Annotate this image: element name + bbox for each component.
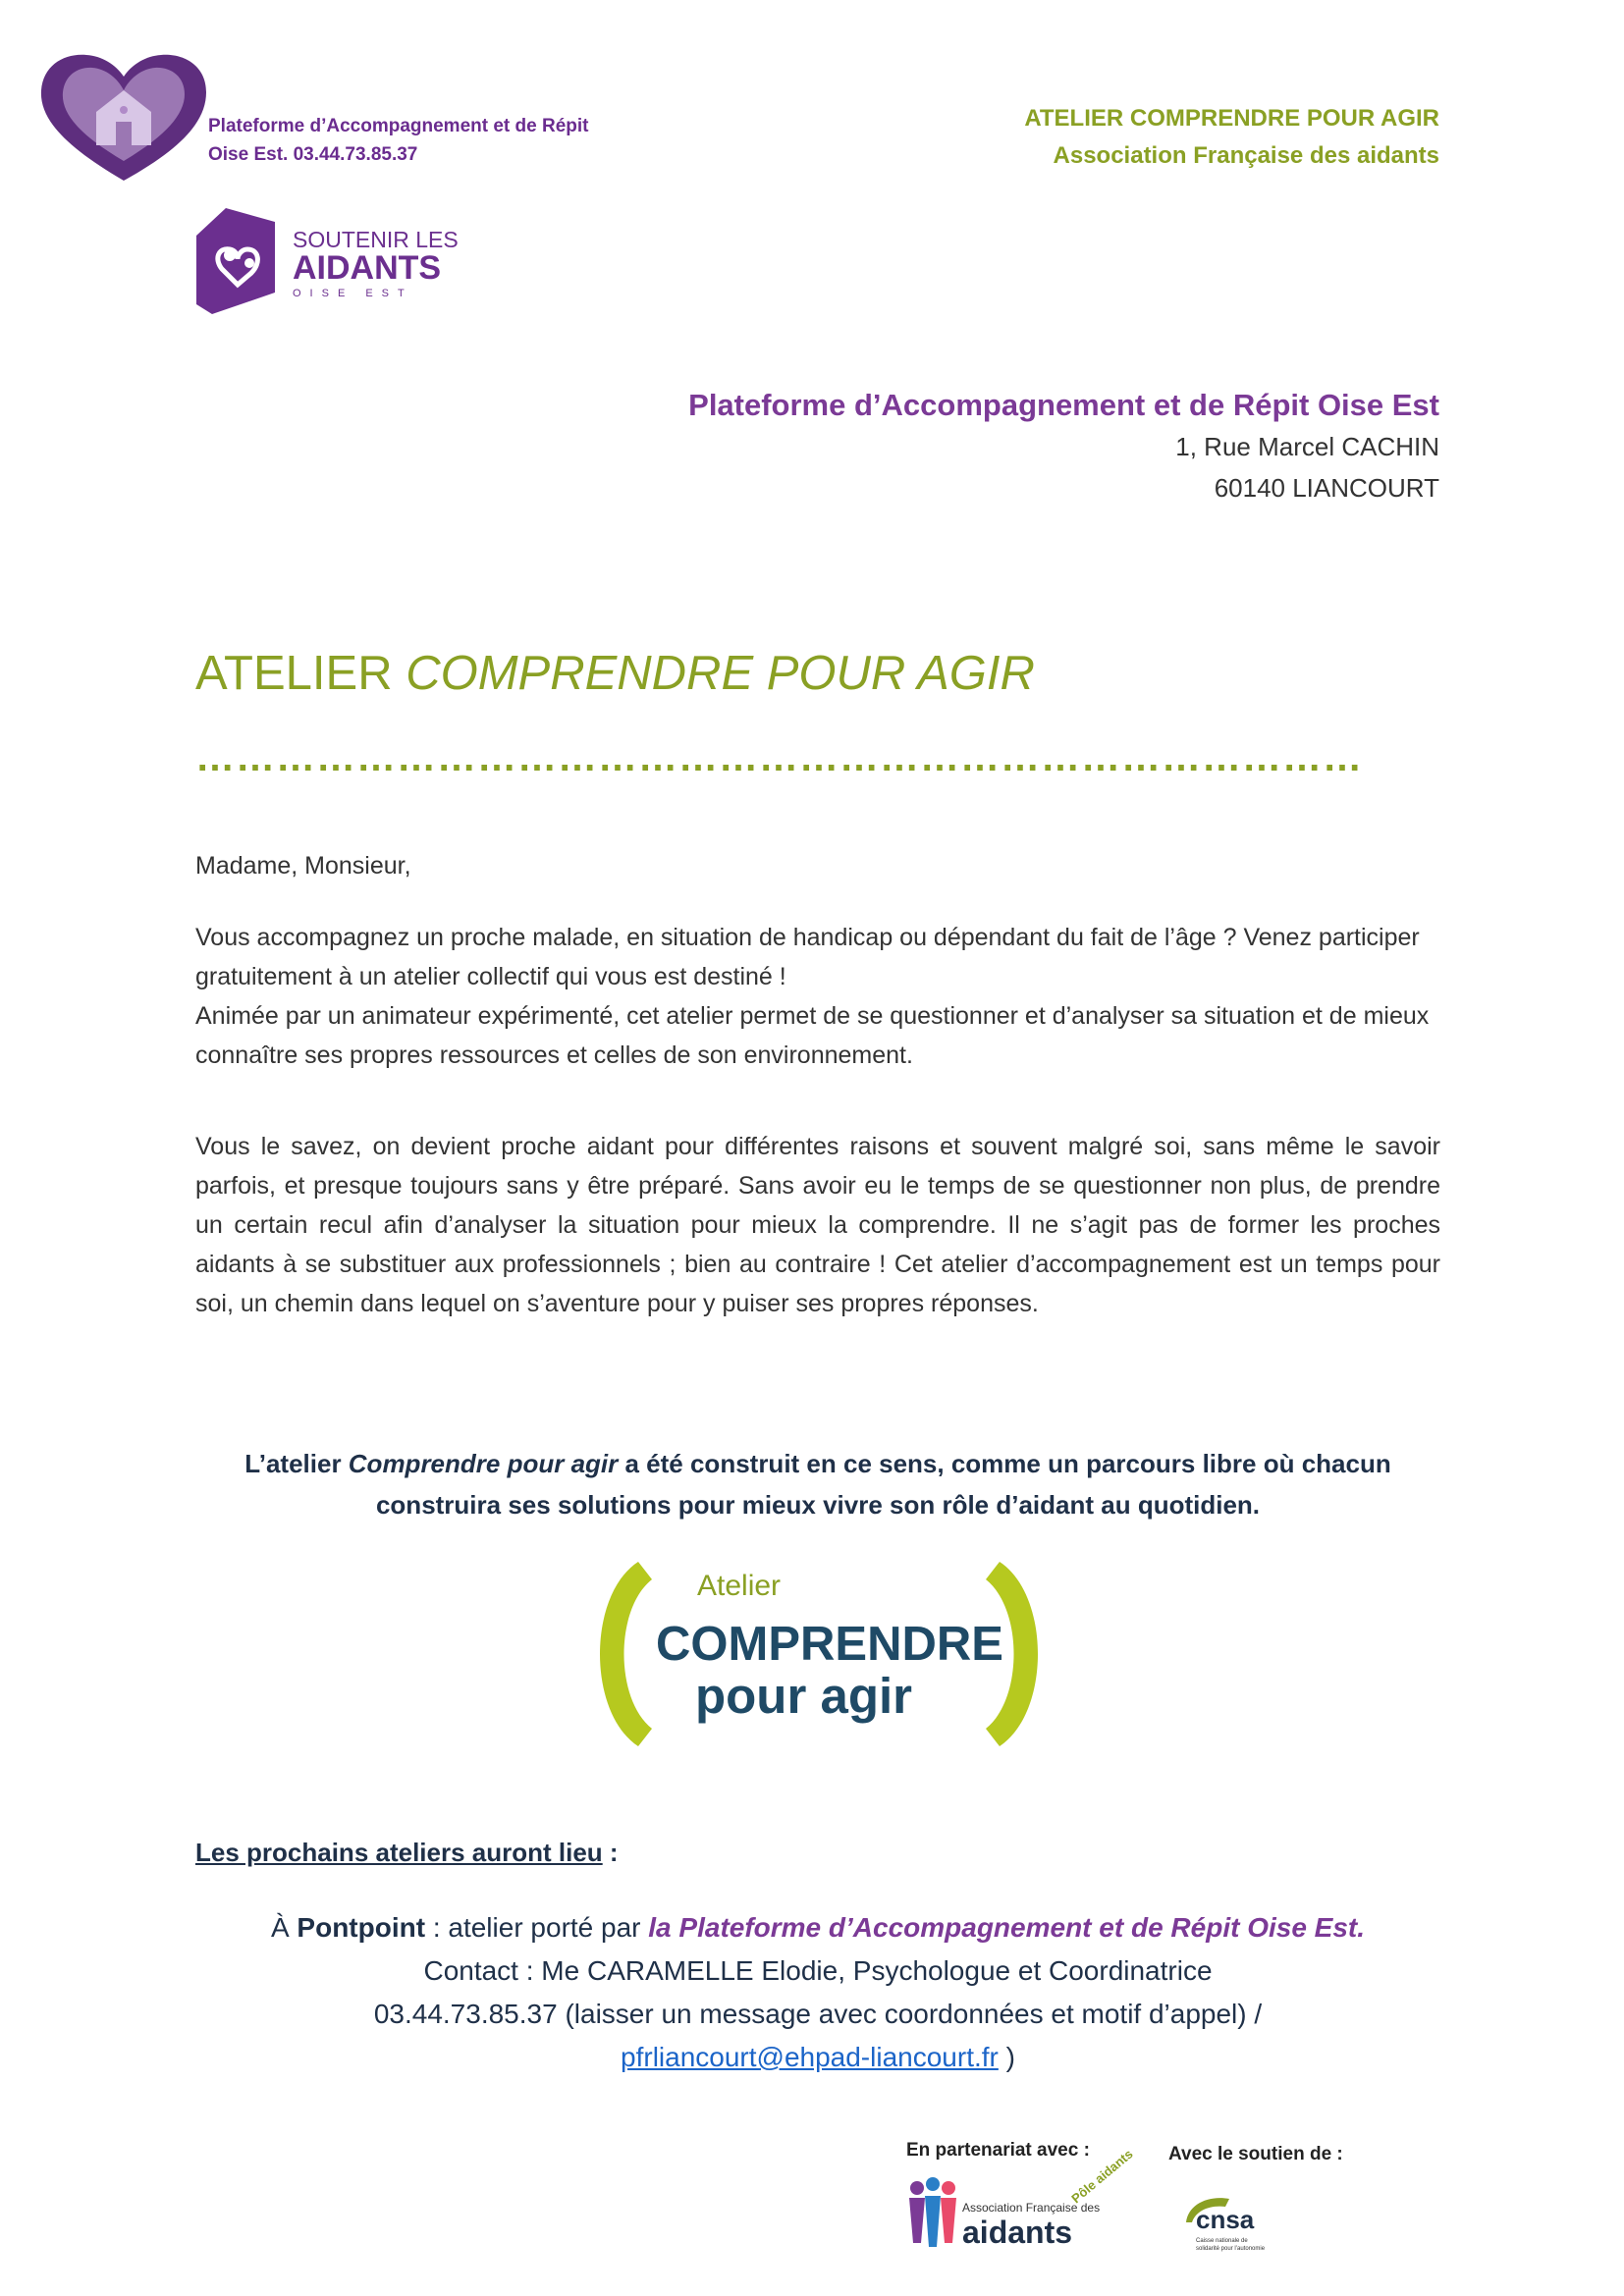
cpa-line-1: Atelier <box>697 1570 782 1602</box>
header-right-line-1: ATELIER COMPRENDRE POUR AGIR <box>1024 105 1439 132</box>
email-suffix: ) <box>998 2042 1015 2072</box>
support-label: Avec le soutien de : <box>1168 2144 1343 2164</box>
location-organizer: la Plateforme d’Accompagnement et de Répit Oise Est. <box>648 1912 1366 1943</box>
location-place: Pontpoint <box>297 1912 426 1943</box>
title-prefix: ATELIER <box>195 647 406 700</box>
email-link[interactable]: pfrliancourt@ehpad-liancourt.fr <box>621 2042 999 2072</box>
highlight-italic: Comprendre pour agir <box>348 1449 619 1478</box>
cnsa-sub-1: Caisse nationale de <box>1196 2238 1248 2244</box>
cnsa-logo <box>1178 2189 1276 2258</box>
body-paragraph: Vous le savez, on devient proche aidant pour différentes raisons et souvent malgré soi, sans même le savoir parfois, et presque toujours sans y être préparé. Sans avoir eu le temps de se questionner non plus, de prendre un certain recul afin d’analyser la situation pour mieux la comprendre. Il ne s’agit pas de former les proches aidants à se substituer aux professionnels ; bien au contraire ! Cet atelier d’accompagnement est un temps pour soi, un chemin dans lequel on s’aventure pour y puiser ses propres réponses. <box>195 1133 1440 1317</box>
location-prefix: À <box>270 1912 298 1943</box>
title-dotted-rule: …………………………………………………………………………… <box>195 736 1363 779</box>
intro-paragraph <box>195 918 1440 1075</box>
soutenir-aidants-logo <box>192 206 459 316</box>
tagline-line-1: Plateforme d’Accompagnement et de Répit <box>208 116 589 136</box>
location-block <box>195 1906 1440 2079</box>
comprendre-pour-agir-logo <box>587 1556 1051 1752</box>
platform-tagline <box>208 112 588 169</box>
phone-line: 03.44.73.85.37 (laisser un message avec coordonnées et motif d’appel) / <box>373 1999 1263 2029</box>
page-title <box>195 646 1035 701</box>
afa-small-text: Association Française des <box>962 2201 1101 2215</box>
cnsa-sub-2: solidarité pour l’autonomie <box>1196 2246 1266 2252</box>
soutenir-line-1: SOUTENIR LES <box>293 227 459 252</box>
next-heading-text: Les prochains ateliers auront lieu <box>195 1838 603 1867</box>
next-heading-suffix: : <box>602 1838 619 1867</box>
heart-house-logo <box>37 51 210 185</box>
intro-sentence-1: Vous accompagnez un proche malade, en situation de handicap ou dépendant du fait de l’âge ? Venez participer gratuitement à un atelier collectif qui vous est destiné ! <box>195 924 1420 990</box>
soutenir-line-2: AIDANTS <box>293 249 442 287</box>
afa-arc-text: Pôle aidants <box>1068 2146 1136 2207</box>
address-city: 60140 LIANCOURT <box>1214 473 1439 503</box>
cpa-line-3: pour agir <box>695 1668 913 1724</box>
salutation: Madame, Monsieur, <box>195 852 411 880</box>
address-block <box>688 385 1439 508</box>
address-street: 1, Rue Marcel CACHIN <box>1175 432 1439 461</box>
tagline-line-2: Oise Est. 03.44.73.85.37 <box>208 144 418 165</box>
highlight-prefix: L’atelier <box>244 1449 349 1478</box>
address-name: Plateforme d’Accompagnement et de Répit Oise Est <box>688 388 1439 422</box>
next-workshops-heading <box>195 1838 619 1868</box>
cnsa-name: cnsa <box>1196 2205 1255 2234</box>
cpa-line-2: COMPRENDRE <box>656 1618 1003 1671</box>
location-line <box>195 1906 1440 1949</box>
afa-big-text: aidants <box>962 2215 1073 2250</box>
email-line <box>195 2036 1440 2079</box>
header-right-title <box>1024 100 1439 175</box>
partner-label: En partenariat avec : <box>906 2140 1090 2161</box>
title-italic: COMPRENDRE POUR AGIR <box>406 647 1035 700</box>
header-right-line-2: Association Française des aidants <box>1053 142 1439 169</box>
location-mid: : atelier porté par <box>425 1912 649 1943</box>
highlight-statement <box>195 1443 1440 1525</box>
intro-sentence-2: Animée par un animateur expérimenté, cet atelier permet de se questionner et d’analyser sa situation et de mieux connaître ses propres ressources et celles de son environnement. <box>195 1002 1430 1069</box>
highlight-suffix: a été construit en ce sens, comme un parcours libre où chacun construira ses solutions pour mieux vivre son rôle d’aidant au quotidien. <box>375 1449 1391 1520</box>
contact-line: Contact : Me CARAMELLE Elodie, Psychologue et Coordinatrice <box>423 1955 1213 1986</box>
soutenir-line-3: OISE EST <box>293 288 413 299</box>
